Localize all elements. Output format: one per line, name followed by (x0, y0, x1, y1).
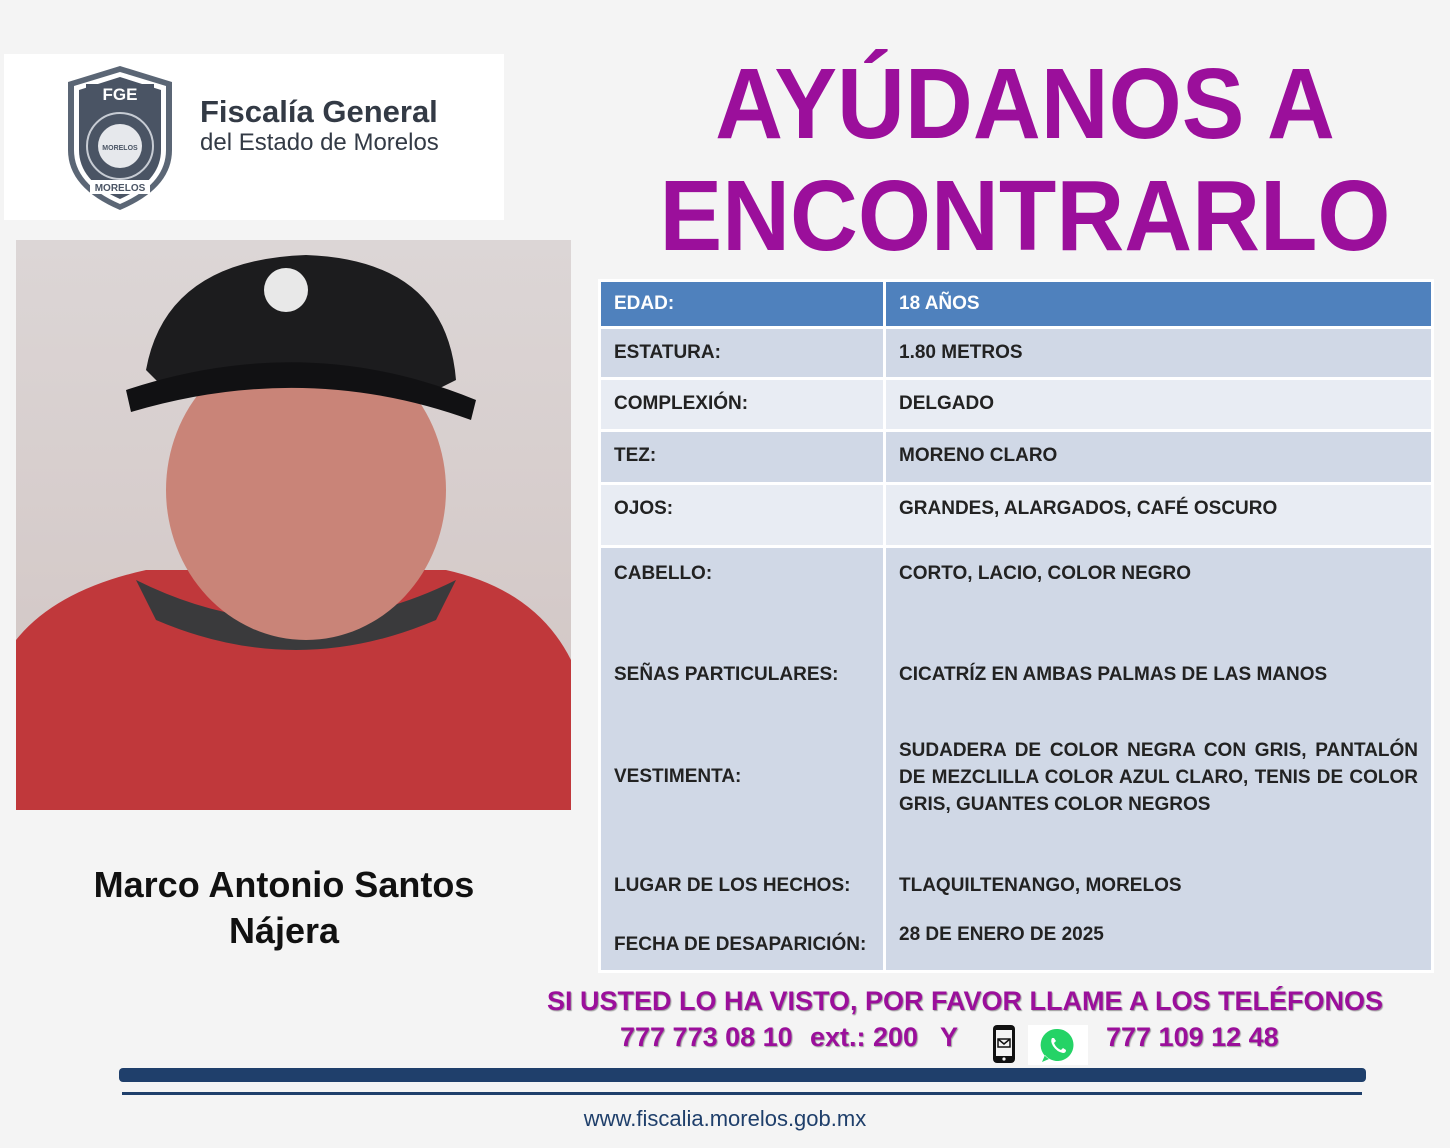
person-name-line-2: Nájera (228, 910, 340, 951)
badge-top-text: FGE (102, 85, 138, 104)
row-value-vestimenta: SUDADERA DE COLOR NEGRA CON GRIS, PANTALÓN DE MEZCLILLA COLOR AZUL CLARO, TENIS DE COLOR GRIS, GUANTES COLOR NEGROS (899, 740, 1418, 816)
headline-line-2: ENCONTRARLO (659, 160, 1391, 272)
row-value-ojos: GRANDES, ALARGADOS, CAFÉ OSCURO (886, 485, 1431, 546)
row-value-senas: CICATRÍZ EN AMBAS PALMAS DE LAS MANOS (899, 664, 1328, 686)
person-name-line-1: Marco Antonio Santos (93, 864, 475, 905)
agency-name: Fiscalía General (200, 94, 438, 129)
footer-bar (119, 1068, 1366, 1082)
person-photo (16, 240, 571, 810)
table-row (601, 380, 1431, 429)
row-value-estatura: 1.80 METROS (886, 329, 1431, 376)
whatsapp-icon (1028, 1025, 1088, 1065)
agency-subtitle: del Estado de Morelos (200, 129, 439, 156)
phone-conjunction: Y (940, 1022, 959, 1052)
headline (626, 48, 1425, 272)
row-label-senas: SEÑAS PARTICULARES: (614, 664, 839, 686)
row-value-lugar: TLAQUILTENANGO, MORELOS (899, 875, 1182, 897)
row-label-cabello: CABELLO: (614, 563, 713, 585)
footer-rule (122, 1092, 1362, 1095)
row-label-complexion: COMPLEXIÓN: (601, 380, 883, 429)
headline-line-1: AYÚDANOS A (715, 48, 1335, 160)
row-label-vestimenta: VESTIMENTA: (614, 766, 742, 788)
row-value-cabello: CORTO, LACIO, COLOR NEGRO (899, 563, 1192, 585)
phone-number-1: 777 773 08 10 (620, 1022, 793, 1052)
row-label-estatura: ESTATURA: (601, 329, 883, 376)
table-row (601, 432, 1431, 481)
row-value-tez: MORENO CLARO (886, 432, 1431, 481)
badge-bottom-text: MORELOS (94, 183, 146, 194)
multi-values-cell (886, 548, 1431, 970)
multi-labels-cell (601, 548, 883, 970)
row-label-tez: TEZ: (601, 432, 883, 481)
row-label-lugar: LUGAR DE LOS HECHOS: (614, 875, 851, 897)
table-row (601, 485, 1431, 546)
contact-callout: SI USTED LO HA VISTO, POR FAVOR LLAME A LOS TELÉFONOS (546, 986, 1384, 1016)
row-value-edad: 18 AÑOS (886, 282, 1431, 326)
row-label-ojos: OJOS: (601, 485, 883, 546)
row-label-edad: EDAD: (601, 282, 883, 326)
agency-logo (4, 54, 504, 220)
row-label-fecha: FECHA DE DESAPARICIÓN: (614, 934, 867, 956)
row-value-fecha: 28 DE ENERO DE 2025 (899, 924, 1104, 946)
row-value-complexion: DELGADO (886, 380, 1431, 429)
table-row (601, 282, 1431, 326)
details-table (598, 279, 1434, 973)
phone-number-2: 777 109 12 48 (1106, 1022, 1279, 1052)
badge-center-text: MORELOS (102, 145, 138, 152)
table-row-multi (601, 548, 1431, 970)
mobile-phone-icon (990, 1024, 1018, 1064)
shield-emblem (60, 64, 180, 212)
website-url[interactable]: www.fiscalia.morelos.gob.mx (583, 1106, 867, 1131)
phone-extension: ext.: 200 (810, 1022, 919, 1052)
table-row (601, 329, 1431, 376)
person-name (16, 862, 552, 954)
